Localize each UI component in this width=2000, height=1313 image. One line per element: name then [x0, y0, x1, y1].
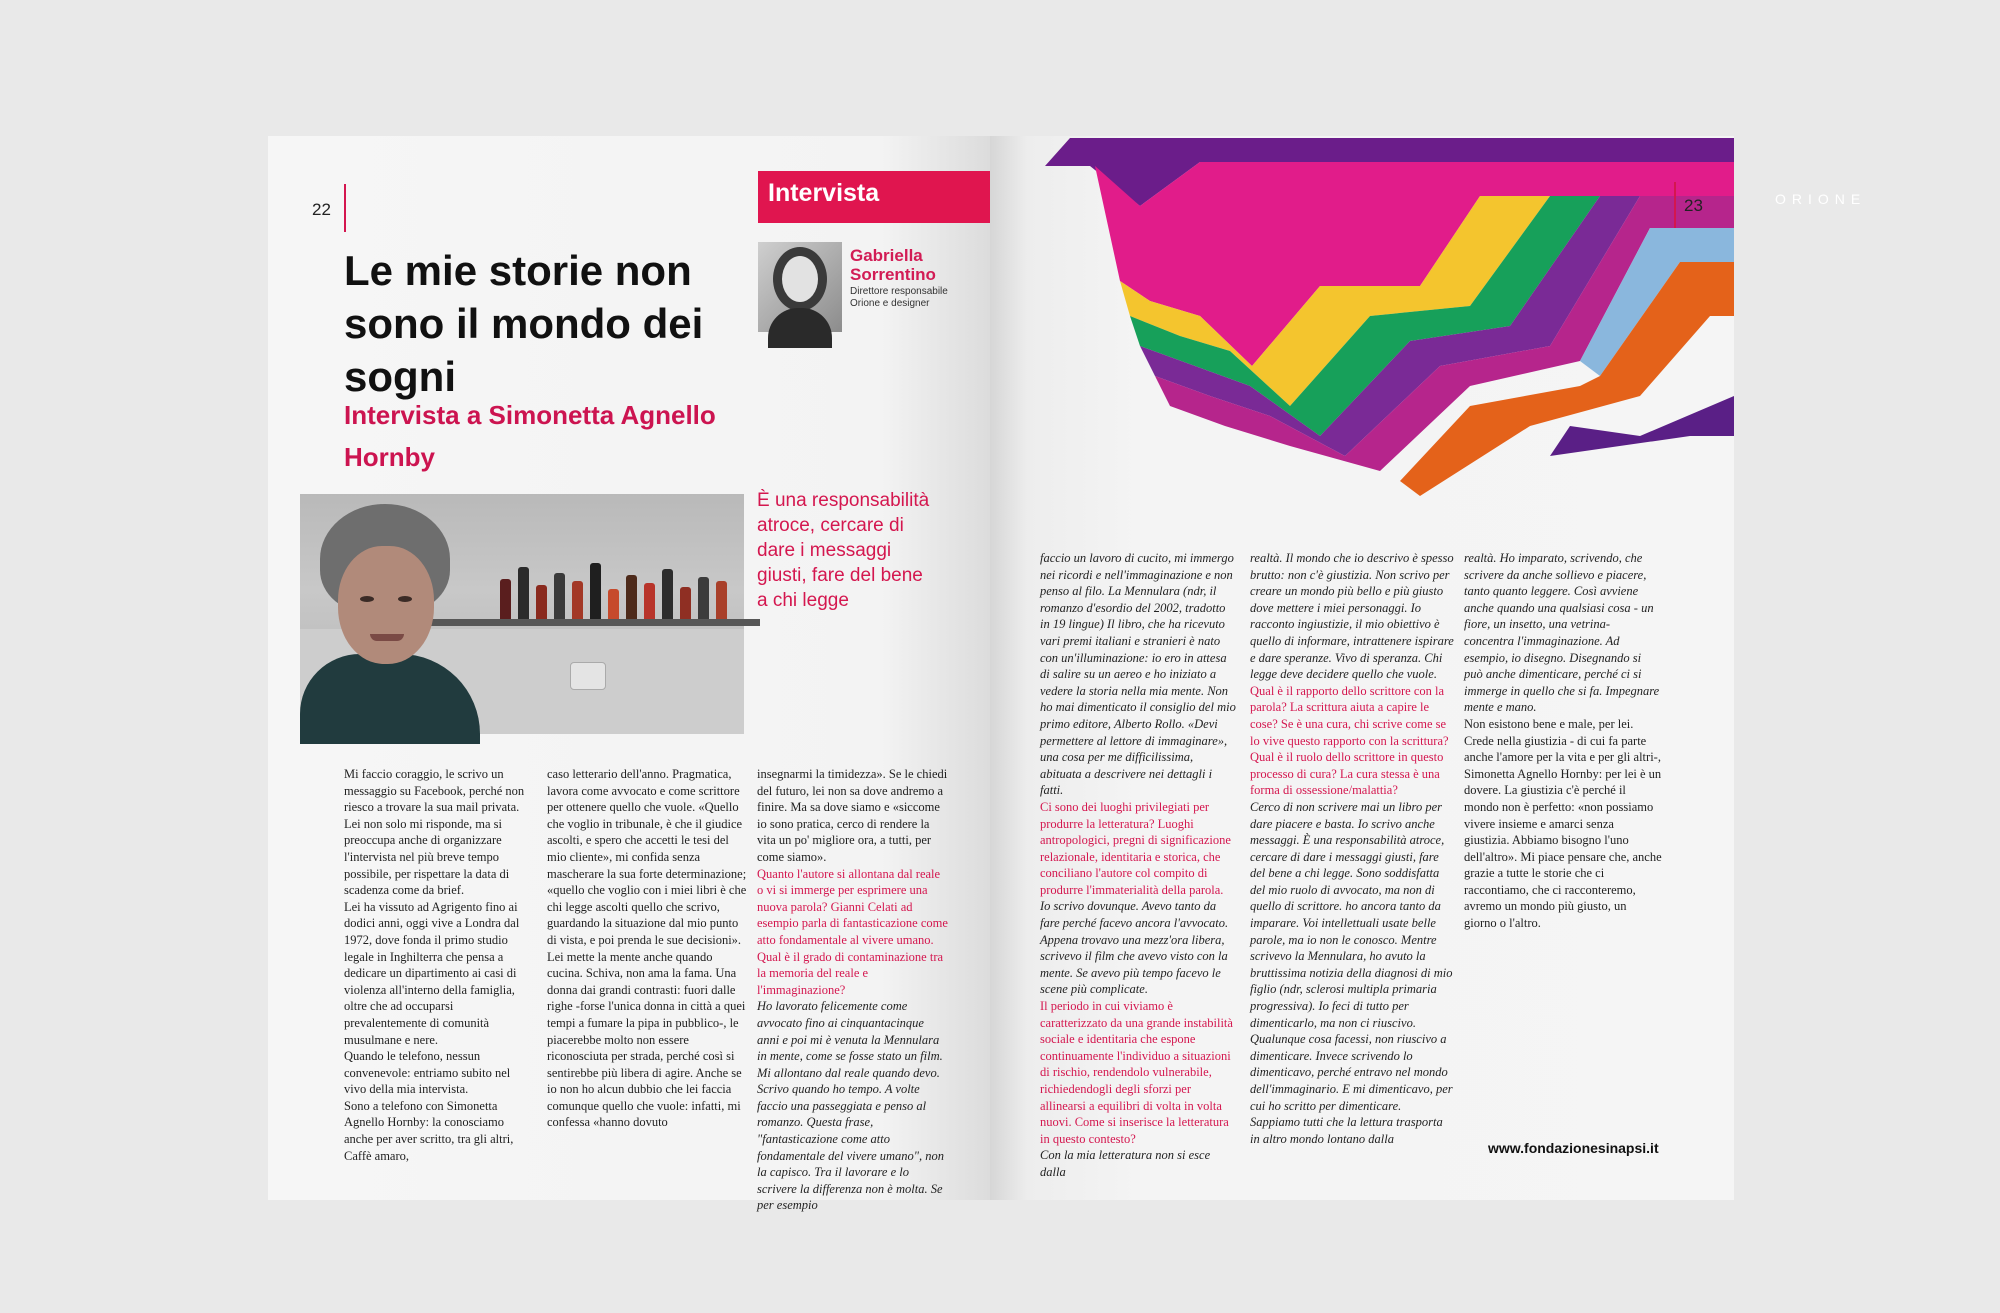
photo-bottle	[608, 589, 619, 619]
paragraph: Con la mia letteratura non si esce dalla	[1040, 1148, 1211, 1179]
photo-bottle	[518, 567, 529, 619]
photo-bottle	[698, 577, 709, 619]
page-number-right: 23	[1684, 196, 1703, 215]
paragraph: realtà. Il mondo che io descrivo è spesso brutto: non c'è giustizia. Non scrivo per creare un mondo più bello e più giusto dove mettere i miei personaggi. Io racconto ingiustizie, il mio obiettivo è quello di informare, intrattenere ispirare e dare speranze. Vivo di speranza. Chi legge deve decidere quello che vuole.	[1250, 551, 1454, 682]
photo-bottle	[662, 569, 673, 619]
photo-bottle	[572, 581, 583, 619]
section-label: Intervista	[768, 179, 880, 207]
photo-bottle	[554, 573, 565, 619]
interview-question: Qual è il rapporto dello scrittore con la parola? La scrittura aiuta a capire le cose? Se è una cura, chi scrive come se lo vive questo rapporto con la scrittura? Qual è il ruolo dello scrittore in questo processo di cura? La cura stessa è una forma di ossessione/malattia?	[1250, 683, 1449, 798]
text-column-3	[757, 766, 949, 1214]
right-page	[990, 136, 1867, 1200]
article-subtitle: Intervista a Simonetta Agnello Hornby	[344, 400, 716, 472]
text-column-4	[1040, 550, 1236, 1181]
pull-quote: È una responsabilità atroce, cercare di dare i messaggi giusti, fare del bene a chi legge	[757, 490, 930, 611]
photo-bottle	[680, 587, 691, 619]
author-role: Direttore responsabile Orione e designer	[850, 286, 948, 309]
paragraph: Non esistono bene e male, per lei. Crede nella giustizia - di cui fa parte anche l'amore per la vita e per gli altri-, Simonetta Agnello Hornby: per lei è un dovere. La giustizia c'è perché il mondo non è perfetto: «non possiamo vivere insieme e amarci senza giustizia. Abbiamo bisogno l'uno dell'altro». Mi piace pensare che, anche grazie a tutte le storie che ci raccontiamo, che ci racconteremo, avremo un mondo più giusto, un giorno o l'altro.	[1464, 716, 1662, 931]
page-number-left: 22	[312, 200, 331, 219]
photo-bottle	[626, 575, 637, 619]
interview-question: Ci sono dei luoghi privilegiati per produrre la letteratura? Luoghi antropologici, pregni di significazione relazionale, identitaria e storica, che conciliano l'autore col compito di produrre l'immaterialità della parola.	[1040, 799, 1231, 897]
author-portrait-head	[782, 256, 818, 302]
page-number-divider	[1674, 182, 1676, 228]
author-portrait-body	[768, 308, 832, 348]
paragraph: Sono a telefono con Simonetta Agnello Hornby: la conosciamo anche per aver scritto, tra gli altri, Caffè amaro,	[344, 1098, 514, 1163]
author-portrait	[758, 242, 842, 332]
author-name: Gabriella Sorrentino	[850, 246, 936, 284]
photo-mouth	[370, 634, 404, 641]
magazine-spread	[268, 136, 1867, 1213]
photo-bottle	[716, 581, 727, 619]
paragraph: insegnarmi la timidezza». Se le chiedi del futuro, lei non sa dove andremo a finire. Ma sa dove siamo e «siccome io sono pratica, cerco di rendere la vita un po' migliore ora, a tutti, per come siamo».	[757, 767, 948, 864]
paragraph: faccio un lavoro di cucito, mi immergo nei ricordi e nell'immaginazione e non penso al filo. La Mennulara (ndr, il romanzo d'esordio del 2002, tradotto in 19 lingue) Il libro, che ha ricevuto vari premi italiani e stranieri è nato con un'illuminazione: io ero in attesa di salire su un aereo e ho iniziato a vedere la storia nella mia mente. Non ho mai dimenticato il consiglio del mio primo editore, Alberto Rollo. «Devi permettere al lettore di immaginare», una cosa per me difficilissima, abituata a descrivere nei dettagli i fatti.	[1040, 551, 1236, 798]
photo-eye	[398, 596, 412, 602]
paragraph: Ho lavorato felicemente come avvocato fino ai cinquantacinque anni e poi mi è venuta la Mennulara in mente, come se fosse stato un film. Mi allontano dal reale quando devo. Scrivo quando ho tempo. A volte faccio una passeggiata e penso al romanzo. Questa frase, "fantasticazione come atto fondamentale del vivere umano", non la capisco. Tra il lavorare e lo scrivere la differenza non è molta. Se per esempio	[757, 999, 945, 1213]
paragraph: Lei ha vissuto ad Agrigento fino ai dodici anni, oggi vive a Londra dal 1972, dove fonda il primo studio legale in Inghilterra che pensa a dedicare un dipartimento ai casi di violenza all'interno della famiglia, oltre che ad occuparsi prevalentemente di comunità musulmane e nere.	[344, 899, 520, 1047]
text-column-6	[1464, 550, 1662, 932]
text-column-5	[1250, 550, 1454, 1147]
article-title: Le mie storie non sono il mondo dei sogni	[344, 247, 704, 400]
interview-question: Quanto l'autore si allontana dal reale o vi si immerge per esprimere una nuova parola? Gianni Celati ad esempio parla di fantasticazione come atto fondamentale al vivere umano. Qual è il grado di contaminazione tra la memoria del reale e l'immaginazione?	[757, 866, 948, 997]
text-column-1	[344, 766, 534, 1164]
photo-face	[338, 546, 434, 664]
photo-bottle	[536, 585, 547, 619]
page-number-divider	[344, 184, 346, 232]
interview-question: Il periodo in cui viviamo è caratterizzato da una grande instabilità sociale e identitaria che espone continuamente l'individuo a situazioni di rischio, rendendolo vulnerabile, richiedendogli degli sforzi per allinearsi a equilibri di volta in volta nuovi. Come si inserisce la letteratura in questo contesto?	[1040, 999, 1233, 1146]
brand-logo: ORIONE	[1775, 191, 1867, 207]
paragraph: Io scrivo dovunque. Avevo tanto da fare perché facevo ancora l'avvocato. Appena trovavo una mezz'ora libera, scrivevo il film che avevo visto con la mente. Se avevo più tempo facevo le scene più complicate.	[1040, 899, 1229, 997]
text-column-2	[547, 766, 747, 1131]
website-link[interactable]: www.fondazionesinapsi.it	[1488, 1140, 1659, 1156]
stripe-artwork	[990, 136, 1734, 496]
photo-eye	[360, 596, 374, 602]
photo-bottle	[590, 563, 601, 619]
paragraph: Cerco di non scrivere mai un libro per dare piacere e basta. Io scrivo anche messaggi. È una responsabilità atroce, cercare di dare i messaggi giusti, fare del bene a chi legge. Sono soddisfatta del mio ruolo di avvocato, ma non di quello di scrittore. ho ancora tanto da imparare. Voi intellettuali usate belle parole, ma io non le conosco. Mentre scrivevo la Mennulara, ho avuto la bruttissima notizia della diagnosi di mio figlio (ndr, sclerosi multipla primaria progressiva). Io feci di tutto per dimenticarlo, ma non ci riuscivo. Qualunque cosa facessi, non riuscivo a dimenticare. Invece scrivendo lo dimenticavo, perché entravo nel mondo dell'immaginario. E mi dimenticavo, per cui ho scritto per dimenticare. Sappiamo tutti che la lettura trasporta in altro mondo lontano dalla	[1250, 799, 1453, 1146]
photo-wall-socket	[570, 662, 606, 690]
interviewee-photo	[300, 494, 744, 734]
photo-shelf	[420, 619, 760, 626]
photo-bottle	[500, 579, 511, 619]
paragraph: caso letterario dell'anno. Pragmatica, lavora come avvocato e come scrittore per ottenere quello che vuole. «Quello che voglio in tribunale, è che il giudice ascolti, e spero che accetti le tesi del mio cliente», mi confida senza mascherare la sua forte determinazione; «quello che voglio con i miei libri è che chi legge ascolti quello che scrivo, guardando la situazione dal mio punto di vista, e poi prenda le sue decisioni». Lei mette la mente anche quando cucina. Schiva, non ama la fama. Una donna dai grandi contrasti: fuori dalle righe -forse l'unica donna in città a quei tempi a fumare la pipa in pubblico-, le piacerebbe molto non essere riconosciuta per strada, perché così si sentirebbe più libera di agire. Anche se io non ho alcun dubbio che lei faccia comunque quello che vuole: infatti, mi confessa «hanno dovuto	[547, 767, 747, 1130]
left-page	[268, 136, 990, 1213]
paragraph: realtà. Ho imparato, scrivendo, che scrivere da anche sollievo e piacere, tanto quanto leggere. Così avviene anche quando una qualsiasi cosa - un fiore, un insetto, una vetrina- concentra l'immaginazione. Ad esempio, io disegno. Disegnando si può anche dimenticare, perché ci si immerge in quello che si fa. Impegnare mente e mano.	[1464, 551, 1660, 715]
photo-bottle	[644, 583, 655, 619]
paragraph: Quando le telefono, nessun convenevole: entriamo subito nel vivo della mia intervista.	[344, 1049, 511, 1097]
paragraph: Mi faccio coraggio, le scrivo un messaggio su Facebook, perché non riesco a trovare la sua mail privata. Lei non solo mi risponde, ma si preoccupa anche di organizzare l'intervista nel più breve tempo possibile, per rispettare la data di scadenza come da brief.	[344, 767, 525, 898]
